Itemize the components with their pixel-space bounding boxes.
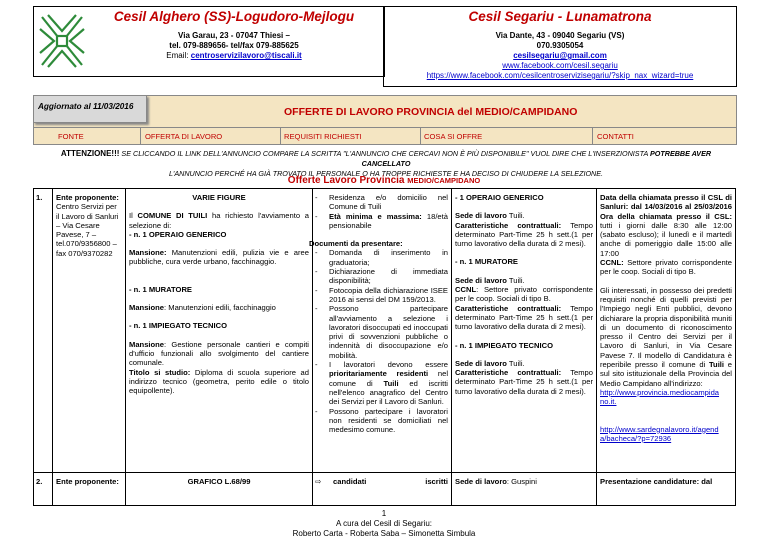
row2-req-b: iscritti: [425, 477, 448, 486]
row2-req-a: candidati: [333, 477, 367, 486]
row1-job3-duty-text: : Gestione personale cantieri e compiti d'ufficio funzionali allo svolgimento del cantiere comunale.: [129, 339, 309, 368]
right-office-phone: 070.9305054: [536, 41, 584, 50]
footer: [0, 509, 768, 539]
section-title-sub: MEDIO/CAMPIDANO: [407, 176, 481, 185]
row1-job2-duty: [129, 303, 309, 312]
row1-docs-label: Documenti da presentare:: [309, 239, 403, 249]
row2-number: 2.: [36, 477, 43, 486]
row1-off1-seat-label: Sede di lavoro: [455, 211, 507, 221]
col-cosa: COSA SI OFFRE: [424, 132, 483, 141]
row1-offer-intro-c: ha richiesto l'avviamento a selezione di:: [129, 211, 310, 230]
row1-number: 1.: [36, 193, 43, 202]
row1-contact1-ccnl-label: CCNL:: [600, 258, 624, 268]
row1-off2-ccnl: : Settore privato corrispondente per le coop. Sociali di tipo B.: [455, 285, 593, 304]
row1-job3-study: [129, 368, 309, 396]
left-office-logo: [38, 11, 86, 71]
col-offerta: OFFERTA DI LAVORO: [145, 132, 223, 141]
right-office-title: Cesil Segariu - Lunamatrona: [468, 9, 652, 24]
updated-box: [33, 95, 147, 123]
row1-job1-duty: [129, 248, 309, 267]
left-office-email-label: Email:: [166, 51, 191, 60]
row1-off2-title: - n. 1 MURATORE: [455, 257, 519, 267]
row1-doc5b: prioritariamente residenti: [329, 369, 429, 379]
row1-off1-char-label: Caratteristiche contrattuali:: [455, 220, 562, 230]
row1-job1-duty-text: Manutenzioni edili, pulizia vie e aree pubbliche, cura verde urbano, facchinaggio.: [129, 248, 309, 267]
row1-sardegnalavoro-link[interactable]: http://www.sardegnalavoro.it/agend a/bacheca/?p=72936: [600, 424, 719, 443]
row1-job3-study-label: Titolo si studio:: [129, 367, 191, 377]
row1-off3-char: Tempo determinato Part-Time 25 h sett.(1 per turno lavorativo della durata di 2 mesi).: [455, 368, 593, 396]
row1-job3-study-text: Diploma di scuola superiore ad indirizzo tecnico (geometra, perito edile o titolo equipollente).: [129, 367, 309, 396]
row1-contact-schedule: [600, 193, 732, 258]
row1-doc1: Domanda di inserimento in graduatoria;: [329, 248, 448, 267]
banner: [33, 95, 737, 145]
right-office-email[interactable]: cesilsegariu@gmail.com: [513, 51, 607, 60]
row1-doc5e: ed iscritti nell'elenco anagrafico del Centro dei Servizi per il Lavoro di Sanluri.: [329, 378, 448, 407]
row1-offer: [129, 193, 309, 395]
row1-off3-char-label: Caratteristiche contrattuali:: [455, 368, 562, 378]
row1-job3-duty-label: Mansione: [129, 339, 165, 349]
row1-source-label: Ente proponente:: [56, 193, 119, 202]
right-office-address: Via Dante, 43 - 09040 Segariu (VS): [495, 31, 625, 40]
row1-off1-char: Tempo determinato Part-Time 25 h sett.(1 per turno lavorativo della durata di 2 mesi).: [455, 220, 593, 249]
row1-req-age: - Età minima e massima: 18/età pensionabile: [315, 211, 448, 230]
row1-source: [56, 193, 122, 258]
row1-contact2c: e sul sito istituzionale della Provincia del Medio Campidano all'indirizzo:: [600, 360, 732, 388]
notice-bold1: POTREBBE AVER CANCELLATO: [361, 149, 712, 168]
row1-contact1-bold: Data della chiamata presso il CSL di Sanluri: dal 14/03/2016 al 25/03/2016 Ora della chiamata presso il CSL:: [600, 193, 732, 221]
notice-label: ATTENZIONE!!!: [60, 149, 120, 158]
row1-offer-intro: [129, 211, 309, 230]
notice-text2: L'ANNUNCIO: [168, 169, 213, 178]
row2-offers: [455, 477, 593, 486]
col-contatti: CONTATTI: [597, 132, 634, 141]
row1-off1-title: - 1 OPERAIO GENERICO: [455, 193, 544, 202]
row1-job3: - n. 1 IMPIEGATO TECNICO: [129, 321, 228, 331]
row1-job2: - n. 1 MURATORE: [129, 284, 193, 294]
row1-contact1-ccnl: Settore privato corrispondente per le coop. Sociali di tipo B.: [600, 258, 732, 277]
left-office-title: Cesil Alghero (SS)-Logudoro-Mejlogu: [113, 9, 355, 24]
section-title-main: Offerte Lavoro Provincia: [287, 175, 405, 186]
row1-offer-intro-a: Il: [129, 211, 138, 221]
row1-contacts: [600, 193, 732, 443]
row1-contact1-text: tutti i giorni dalle 8:30 alle 12:00 (sabato escluso); il lunedì e il martedì anche di pomeriggio dalle 15:00 alle 17:00: [600, 220, 732, 258]
row2-source-label: Ente proponente:: [56, 477, 119, 486]
left-office-email[interactable]: centroservizilavoro@tiscali.it: [190, 51, 302, 60]
row1-job1: - n. 1 OPERAIO GENERICO: [129, 229, 227, 239]
row1-off2-char-label: Caratteristiche contrattuali:: [455, 303, 562, 313]
row1-off2-seat: Tuili.: [506, 275, 525, 285]
row1-doc4: Possono partecipare all'avviamento a selezione i lavoratori disoccupati ed inoccupati privi di sovvenzioni pubbliche o indennità di disoccupazione e/o mobilità.: [329, 304, 448, 360]
row1-offer-heading: VARIE FIGURE: [192, 193, 246, 202]
section-title: [0, 175, 768, 186]
row1-req2-label: Età minima e massima:: [329, 211, 422, 221]
row1-doc2: Dichiarazione di immediata disponibilità;: [329, 267, 448, 286]
row1-offers: [455, 193, 593, 396]
row1-off2-seat-label: Sede di lavoro: [455, 275, 507, 285]
row1-doc6: Possono partecipare i lavoratori non residenti se domiciliati nel medesimo comune.: [329, 406, 448, 435]
row1-off2-char: Tempo determinato Part-Time 25 h sett.(1 per turno lavorativo della durata di 2 mesi).: [455, 303, 593, 332]
row1-req-residence: - Residenza e/o domicilio nel Comune di Tuili: [315, 193, 448, 212]
right-office-website[interactable]: www.facebook.com/cesil.segariu: [502, 61, 618, 70]
row1-contact-instructions: [600, 286, 732, 388]
notice-text3: PERCHÉ HA GIÀ TROVATO IL PERSONALE O HA TROPPE RICHIESTE E HA DECISO DI CHIUDERE LA SELEZIONE.: [212, 169, 604, 178]
row2-contacts: Presentazione candidature: dal: [600, 477, 713, 486]
row2-off: : Guspini: [506, 477, 537, 486]
row1-source-text: Centro Servizi per il Lavoro di Sanluri – Via Cesare Pavese, 7 – tel.070/9356800 – fax 070/9370282: [56, 202, 119, 258]
row1-job3-duty: [129, 340, 309, 368]
right-office-facebook[interactable]: https://www.facebook.com/cesilcentroservizisegariu/?skip_nax_wizard=true: [426, 71, 694, 80]
row1-doc5d: Tuili: [383, 378, 399, 388]
row1-contact2b: Tuili: [708, 360, 725, 370]
left-office-email-line: [84, 51, 384, 61]
row2-offer: GRAFICO L.68/99: [187, 477, 251, 486]
row1-provincia-link[interactable]: http://www.provincia.mediocampida no.it.: [600, 387, 720, 407]
row1-off2-ccnl-label: CCNL: [455, 285, 477, 295]
row1-off3-title: - n. 1 IMPIEGATO TECNICO: [455, 340, 554, 350]
left-office-address: Via Garau, 23 - 07047 Thiesi –: [178, 31, 290, 40]
notice-text1: SE CLICCANDO IL LINK DELL'ANNUNCIO COMPARE LA SCRITTA "L'ANNUNCIO CHE CERCAVI NON È PIÙ DISPONIBILE" VUOL DIRE CHE L'INSERZIONISTA: [119, 149, 650, 158]
row2-arrow-icon: ⇨: [315, 477, 322, 486]
column-headers: [34, 127, 736, 145]
row1-job2-duty-label: Mansione: [129, 303, 165, 313]
row1-off1-seat: Tuili.: [506, 211, 525, 221]
row2-off-label: Sede di lavoro: [455, 477, 507, 486]
updated-date: Aggiornato al 11/03/2016: [38, 102, 134, 111]
col-fonte: FONTE: [58, 132, 84, 141]
row1-doc5a: I lavoratori devono essere: [329, 360, 448, 370]
row1-offer-intro-b: COMUNE DI TUILI: [137, 211, 208, 221]
row1-requirements: - Residenza e/o domicilio nel Comune di Tuili - Età minima e massima: 18/età pensionabile Documenti da presentare: - Domanda di inserimento in graduatoria; - Dichiarazione di immediata disponibilità; - Fotocopia della dichiarazione ISEE 2016 ai sensi del DM 159/2013. - Possono partecipare all'avviamento a selezione i lavoratori disoccupati ed inoccupati privi di sovvenzioni pubbliche o indennità di disoccupazione e/o mobilità. - I lavoratori devono essere prioritariamente residenti nel comune di Tuili ed iscritti nell'elenco anagrafico del Centro dei Servizi per il Lavoro di Sanluri. - Possono partecipare i lavoratori non residenti se domiciliati nel medesimo comune.: [309, 193, 449, 435]
row2-requirements: [315, 477, 448, 486]
page-number: 1: [381, 509, 387, 518]
row1-req2: 18/età pensionabile: [329, 211, 448, 230]
left-office-phone: tel. 079-889656- tel/fax 079-885625: [169, 41, 299, 50]
footer-line1: A cura del Cesil di Segariu:: [335, 519, 433, 528]
row1-off3-seat: Tuili.: [506, 358, 525, 368]
banner-title: OFFERTE DI LAVORO PROVINCIA del MEDIO/CAMPIDANO: [284, 106, 578, 118]
row1-contact2a: Gli interessati, in possesso dei predetti requisiti nonché di quelli previsti per l'Impiego negli Enti pubblici, devono dichiarare la propria disponibilità muniti di un documento di riconoscimento presso il Centro dei Servizi per il Lavoro di Sanluri, in Via Cesare Pavese 7. Il modello di Candidatura è reperibile presso il comune di: [600, 285, 732, 370]
row1-job2-duty-text: : Manutenzioni edili, facchinaggio: [164, 303, 276, 313]
left-office-box: [33, 6, 385, 77]
col-requisiti: REQUISITI RICHIESTI: [284, 132, 362, 141]
row1-doc3: Fotocopia della dichiarazione ISEE 2016 ai sensi del DM 159/2013.: [329, 285, 448, 304]
row1-doc5c: nel comune di: [329, 369, 449, 388]
row1-job1-duty-label: Mansione:: [129, 248, 167, 258]
row1-req1: Residenza e/o domicilio nel Comune di Tuili: [329, 193, 448, 212]
right-office-box: [383, 6, 737, 87]
row1-off3-seat-label: Sede di lavoro: [455, 358, 507, 368]
footer-line2: Roberto Carta - Roberta Saba – Simonetta Simbula: [292, 529, 476, 538]
